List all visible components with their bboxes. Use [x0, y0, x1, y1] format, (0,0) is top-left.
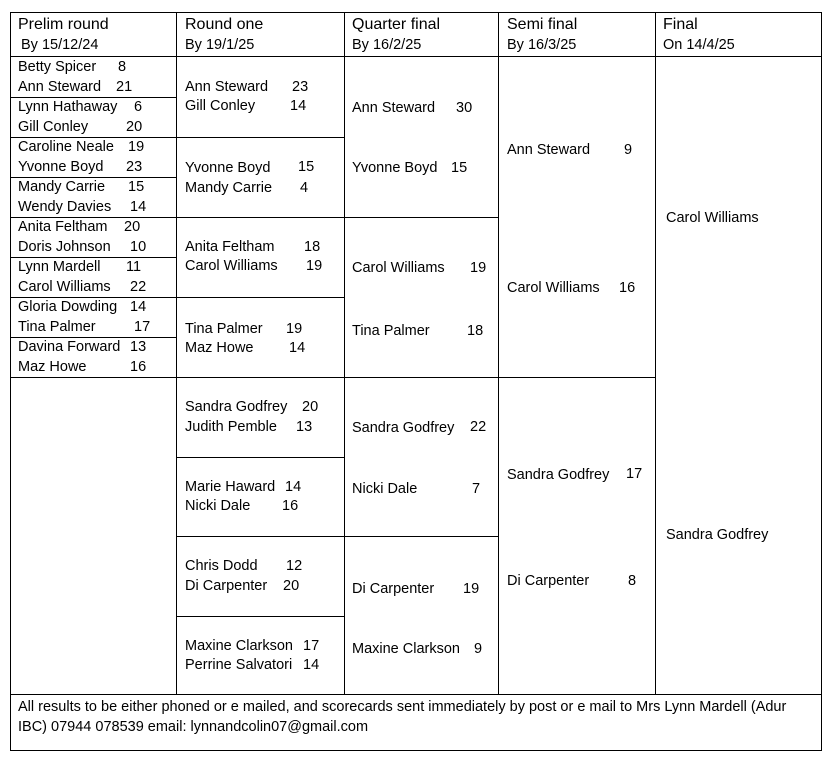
header-deadline-quarter-final: By 16/2/25: [352, 37, 422, 53]
header-title-prelim: Prelim round: [18, 16, 109, 33]
border-top: [10, 12, 822, 13]
player-score: 19: [470, 260, 487, 276]
player-name: Carol Williams: [352, 260, 445, 276]
player-name: Sandra Godfrey: [507, 467, 610, 483]
player-name: Anita Feltham: [18, 219, 108, 235]
player-name: Anita Feltham: [185, 239, 275, 255]
player-score: 8: [628, 573, 637, 589]
col-divider: [498, 12, 499, 695]
semi-divider: [498, 377, 656, 378]
player-score: 19: [306, 258, 323, 274]
player-name: Gill Conley: [185, 98, 256, 114]
player-score: 13: [296, 419, 313, 435]
round-one-divider: [176, 457, 345, 458]
player-name: Carol Williams: [18, 279, 111, 295]
footer-divider: [10, 694, 822, 695]
prelim-divider: [10, 297, 177, 298]
player-name: Nicki Dale: [185, 498, 251, 514]
player-score: 19: [463, 581, 480, 597]
player-score: 9: [474, 641, 483, 657]
player-name: Wendy Davies: [18, 199, 112, 215]
header-deadline-prelim: By 15/12/24: [21, 37, 99, 53]
player-name: Di Carpenter: [352, 581, 435, 597]
player-score: 14: [285, 479, 302, 495]
finalist-name: Sandra Godfrey: [666, 527, 769, 543]
player-score: 19: [286, 321, 303, 337]
prelim-divider: [10, 257, 177, 258]
header-title-semi-final: Semi final: [507, 16, 578, 33]
player-name: Judith Pemble: [185, 419, 277, 435]
player-score: 21: [116, 79, 133, 95]
player-score: 14: [130, 299, 147, 315]
player-score: 13: [130, 339, 147, 355]
player-name: Ann Steward: [18, 79, 102, 95]
player-name: Sandra Godfrey: [185, 399, 288, 415]
player-score: 14: [290, 98, 307, 114]
player-score: 12: [286, 558, 303, 574]
player-name: Perrine Salvatori: [185, 657, 293, 673]
player-score: 30: [456, 100, 473, 116]
prelim-divider: [10, 337, 177, 338]
prelim-divider: [10, 177, 177, 178]
col-divider: [176, 12, 177, 695]
header-deadline-final: On 14/4/25: [663, 37, 735, 53]
round-one-divider: [176, 217, 345, 218]
border-left: [10, 12, 11, 751]
player-score: 15: [298, 159, 315, 175]
player-score: 17: [626, 466, 643, 482]
player-score: 20: [126, 119, 143, 135]
player-name: Lynn Hathaway: [18, 99, 118, 115]
player-name: Di Carpenter: [507, 573, 590, 589]
player-name: Lynn Mardell: [18, 259, 101, 275]
quarter-divider: [344, 377, 499, 378]
round-one-divider: [176, 297, 345, 298]
player-name: Mandy Carrie: [185, 180, 273, 196]
player-name: Carol Williams: [507, 280, 600, 296]
player-score: 20: [283, 578, 300, 594]
header-deadline-round-one: By 19/1/25: [185, 37, 255, 53]
player-name: Davina Forward: [18, 339, 121, 355]
player-score: 14: [303, 657, 320, 673]
border-right: [821, 12, 822, 751]
player-name: Caroline Neale: [18, 139, 114, 155]
player-name: Yvonne Boyd: [352, 160, 438, 176]
player-score: 22: [130, 279, 147, 295]
player-name: Ann Steward: [352, 100, 436, 116]
player-score: 10: [130, 239, 147, 255]
player-score: 16: [619, 280, 636, 296]
player-score: 22: [470, 419, 487, 435]
header-title-final: Final: [663, 16, 698, 33]
header-deadline-semi-final: By 16/3/25: [507, 37, 577, 53]
finalist-name: Carol Williams: [666, 210, 759, 226]
player-name: Tina Palmer: [185, 321, 263, 337]
player-score: 9: [624, 142, 633, 158]
player-score: 23: [126, 159, 143, 175]
player-score: 14: [289, 340, 306, 356]
player-score: 11: [126, 259, 142, 275]
player-score: 16: [130, 359, 147, 375]
player-name: Gill Conley: [18, 119, 89, 135]
player-name: Maxine Clarkson: [185, 638, 293, 654]
player-name: Nicki Dale: [352, 481, 418, 497]
player-score: 18: [304, 239, 321, 255]
round-one-divider: [176, 137, 345, 138]
player-score: 20: [124, 219, 141, 235]
round-one-divider: [176, 377, 345, 378]
player-name: Tina Palmer: [18, 319, 96, 335]
player-score: 14: [130, 199, 147, 215]
player-name: Yvonne Boyd: [18, 159, 104, 175]
header-title-round-one: Round one: [185, 16, 264, 33]
col-divider: [655, 12, 656, 695]
player-name: Tina Palmer: [352, 323, 430, 339]
player-name: Chris Dodd: [185, 558, 258, 574]
player-name: Ann Steward: [507, 142, 591, 158]
header-divider: [10, 56, 822, 57]
player-score: 7: [472, 481, 481, 497]
player-name: Betty Spicer: [18, 59, 97, 75]
quarter-divider: [344, 217, 499, 218]
player-name: Yvonne Boyd: [185, 160, 271, 176]
player-score: 17: [303, 638, 320, 654]
player-name: Doris Johnson: [18, 239, 111, 255]
player-score: 19: [128, 139, 145, 155]
player-score: 15: [451, 160, 468, 176]
prelim-divider: [10, 97, 177, 98]
round-one-divider: [176, 616, 345, 617]
quarter-divider: [344, 536, 499, 537]
player-score: 20: [302, 399, 319, 415]
player-score: 6: [134, 99, 143, 115]
player-score: 18: [467, 323, 484, 339]
player-name: Di Carpenter: [185, 578, 268, 594]
player-name: Mandy Carrie: [18, 179, 106, 195]
player-name: Carol Williams: [185, 258, 278, 274]
player-name: Ann Steward: [185, 79, 269, 95]
player-name: Maxine Clarkson: [352, 641, 460, 657]
player-name: Marie Haward: [185, 479, 276, 495]
prelim-divider: [10, 377, 177, 378]
player-name: Gloria Dowding: [18, 299, 118, 315]
col-divider: [344, 12, 345, 695]
player-score: 15: [128, 179, 145, 195]
player-name: Maz Howe: [18, 359, 87, 375]
round-one-divider: [176, 536, 345, 537]
player-score: 17: [134, 319, 151, 335]
prelim-divider: [10, 137, 177, 138]
player-score: 8: [118, 59, 127, 75]
header-title-quarter-final: Quarter final: [352, 16, 441, 33]
footer-note: All results to be either phoned or e mailed, and scorecards sent immediately by post or e mail to Mrs Lynn Mardell (Adur IBC) 07944 078539 email: lynnandcolin07@gmail.com: [18, 699, 787, 735]
prelim-divider: [10, 217, 177, 218]
border-bottom: [10, 750, 822, 751]
player-score: 23: [292, 79, 309, 95]
player-name: Sandra Godfrey: [352, 420, 455, 436]
player-score: 16: [282, 498, 299, 514]
player-name: Maz Howe: [185, 340, 254, 356]
player-score: 4: [300, 180, 309, 196]
